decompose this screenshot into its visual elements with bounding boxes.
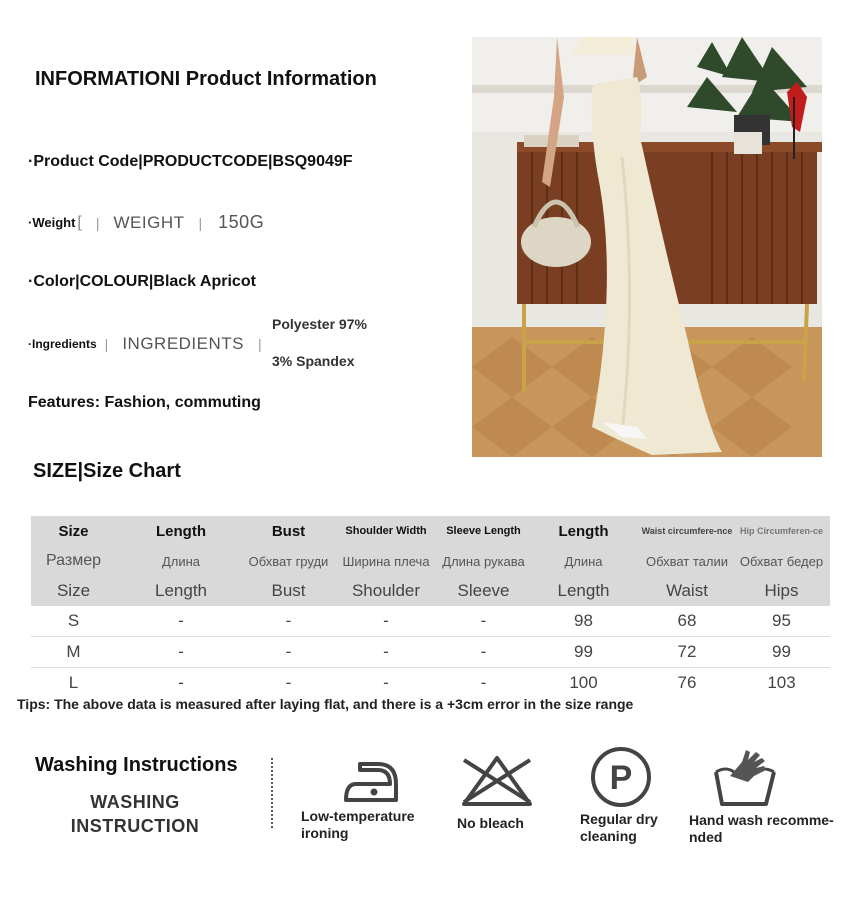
- size-chart-table: [31, 516, 830, 698]
- ingredients-label: ·Ingredients: [28, 337, 97, 351]
- table-cell: -: [383, 673, 389, 692]
- separator: |: [198, 214, 203, 231]
- table-cell: 76: [677, 673, 697, 692]
- weight-en: WEIGHT: [113, 212, 185, 232]
- header-cell: Bust: [246, 576, 331, 606]
- table-cell: S: [31, 606, 116, 637]
- header-cell: Waist circumfere-nce: [641, 516, 733, 546]
- table-header-row: [31, 576, 830, 606]
- size-title: SIZE|Size Chart: [33, 460, 181, 482]
- ingredients-en: INGREDIENTS: [122, 334, 244, 353]
- size-tips: Tips: The above data is measured after laying flat, and there is a +3cm error in the size range: [17, 696, 634, 712]
- header-cell: Length: [526, 516, 641, 546]
- divider: [271, 758, 273, 828]
- header-cell: Hip Circumferen-ce: [733, 516, 830, 546]
- table-cell: 99: [526, 637, 641, 668]
- product-code: ·Product Code|PRODUCTCODE|BSQ9049F: [28, 153, 353, 170]
- table-row: [31, 606, 830, 637]
- table-cell: 100: [569, 673, 598, 692]
- care-label-line: ironing: [301, 825, 349, 841]
- header-cell: Length: [116, 576, 246, 606]
- washing-title: Washing Instructions: [35, 754, 238, 776]
- washing-subtitle: [40, 790, 230, 838]
- table-cell: M: [31, 637, 116, 668]
- header-cell: Обхват груди: [246, 546, 331, 576]
- ingredients-row: [28, 334, 262, 354]
- table-cell: -: [331, 606, 441, 637]
- care-label-line: nded: [689, 829, 723, 845]
- table-cell: -: [441, 606, 526, 637]
- table-row: [31, 637, 830, 668]
- care-label-line: Hand wash recomme-: [689, 812, 834, 828]
- table-cell: -: [246, 637, 331, 668]
- table-cell: -: [285, 673, 292, 692]
- care-label: [301, 808, 415, 842]
- header-cell: Обхват бедер: [733, 546, 830, 576]
- care-label-line: Low-temperature: [301, 808, 415, 824]
- table-cell: -: [480, 673, 487, 692]
- separator: |: [95, 214, 100, 231]
- header-cell: Длина: [116, 546, 246, 576]
- table-cell: -: [246, 606, 331, 637]
- header-cell: Bust: [246, 516, 331, 546]
- header-cell: Waist: [641, 576, 733, 606]
- header-cell: Shoulder Width: [331, 516, 441, 546]
- weight-label: ·Weight: [28, 215, 76, 230]
- separator: |: [258, 336, 262, 352]
- care-label-line: Regular dry: [580, 811, 658, 827]
- table-cell: 68: [641, 606, 733, 637]
- header-cell: Sleeve Length: [441, 516, 526, 546]
- color-line: ·Color|COLOUR|Black Apricot: [28, 273, 256, 290]
- header-cell: Длина рукава: [441, 546, 526, 576]
- header-cell: Size: [31, 576, 116, 606]
- ingredient-1: Polyester 97%: [272, 316, 367, 332]
- header-cell: Shoulder: [331, 576, 441, 606]
- table-cell: -: [441, 637, 526, 668]
- care-label-line: cleaning: [580, 828, 637, 844]
- care-label-line: No bleach: [457, 815, 524, 831]
- no-bleach-icon: [458, 752, 536, 813]
- weight-mark: [: [77, 213, 82, 231]
- table-cell: -: [116, 637, 246, 668]
- header-cell: Hips: [733, 576, 830, 606]
- table-cell: 72: [641, 637, 733, 668]
- header-cell: Size: [31, 516, 116, 546]
- weight-value: 150G: [218, 212, 265, 232]
- table-cell: 103: [767, 673, 796, 692]
- svg-text:P: P: [609, 759, 633, 797]
- table-cell: -: [178, 673, 184, 692]
- product-photo: [472, 37, 822, 457]
- weight-row: [28, 212, 264, 233]
- care-label: [689, 812, 834, 846]
- care-label: [580, 811, 658, 845]
- header-cell: Length: [526, 576, 641, 606]
- ingredient-2: 3% Spandex: [272, 353, 355, 369]
- iron-icon: [338, 754, 404, 811]
- table-header-row: [31, 516, 830, 546]
- header-cell: Length: [116, 516, 246, 546]
- info-title: INFORMATIONI Product Information: [35, 68, 377, 90]
- table-cell: 95: [733, 606, 830, 637]
- features-line: Features: Fashion, commuting: [28, 394, 261, 411]
- header-cell: Длина: [526, 546, 641, 576]
- washing-subtitle-line: WASHING: [90, 792, 180, 812]
- table-cell: L: [68, 673, 79, 692]
- table-row: [31, 668, 830, 699]
- table-cell: 99: [733, 637, 830, 668]
- table-cell: 98: [526, 606, 641, 637]
- header-cell: Обхват талии: [641, 546, 733, 576]
- washing-subtitle-line: INSTRUCTION: [70, 816, 200, 836]
- header-cell: Размер: [31, 546, 116, 576]
- table-cell: -: [331, 637, 441, 668]
- table-header-row: [31, 546, 830, 576]
- hand-wash-icon: [712, 746, 778, 813]
- separator: |: [104, 336, 109, 352]
- header-cell: Sleeve: [441, 576, 526, 606]
- dry-clean-p-icon: [590, 746, 652, 813]
- care-label: [457, 815, 524, 832]
- header-cell: Ширина плеча: [331, 546, 441, 576]
- table-cell: -: [116, 606, 246, 637]
